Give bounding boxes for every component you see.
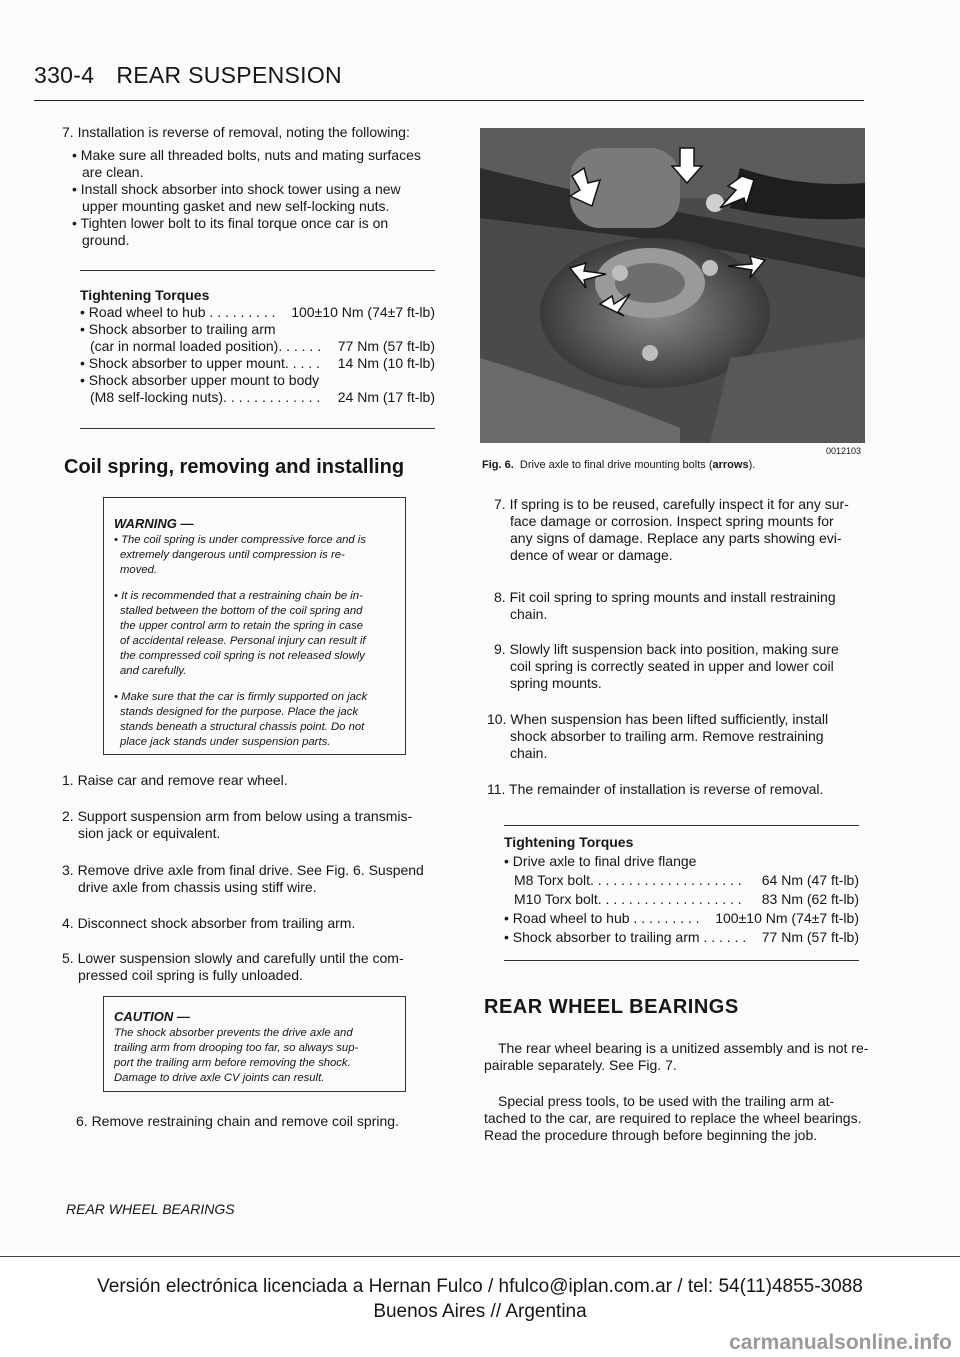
torque-row: • Shock absorber upper mount to body xyxy=(80,372,320,388)
watermark: carmanualsonline.info xyxy=(729,1331,952,1354)
bullet-line: ground. xyxy=(82,232,130,248)
torque-row: • Shock absorber to trailing arm . . . . . . 77 Nm (57 ft-lb) xyxy=(504,929,859,945)
removal-step-2: 2. Support suspension arm from below using a transmis- sion jack or equivalent. xyxy=(62,808,413,841)
torque-row: M10 Torx bolt. . . . . . . . . . . . . . . . . . . 83 Nm (62 ft-lb) xyxy=(514,891,859,907)
figure-label: Fig. 6. xyxy=(482,459,514,471)
torque-table-2 xyxy=(504,834,859,946)
torque-row: • Drive axle to final drive flange xyxy=(504,853,697,869)
torque2-rule-top xyxy=(504,825,859,826)
torque2-rule-bottom xyxy=(504,960,859,961)
warning-para-1: • The coil spring is under compressive force and is extremely dangerous until compression is re- moved. xyxy=(114,534,366,576)
caution-title: CAUTION — xyxy=(114,1009,190,1024)
section-title: REAR SUSPENSION xyxy=(116,62,342,88)
torque-row: • Road wheel to hub . . . . . . . . . 100±10 Nm (74±7 ft-lb) xyxy=(504,910,859,926)
install-step-11: 11. The remainder of installation is reverse of removal. xyxy=(487,781,824,797)
warning-para-2: • It is recommended that a restraining chain be in- stalled between the bottom of the coil spring and the upper control arm to retain the spring in case of accidental release. Personal injury can result if the compressed coil spring is not released slowly and carefully. xyxy=(114,590,366,677)
torque-title: Tightening Torques xyxy=(80,287,210,303)
bullet-line: • Tighten lower bolt to its final torque once car is on xyxy=(72,215,389,231)
torque-row: M8 Torx bolt. . . . . . . . . . . . . . . . . . . . 64 Nm (47 ft-lb) xyxy=(514,872,859,888)
bearings-para-1: The rear wheel bearing is a unitized assembly and is not re- pairable separately. See Fig. 7. xyxy=(484,1040,869,1073)
install-bullets xyxy=(72,147,462,249)
warning-para-3: • Make sure that the car is firmly supported on jack stands designed for the purpose. Place the jack stands beneath a structural chassis point. Do not place jack stands under suspension parts. xyxy=(114,691,368,748)
footer-rule xyxy=(0,1256,960,1257)
page-number: 330-4 xyxy=(34,62,95,88)
torque-row: (M8 self-locking nuts). . . . . . . . . . . . . 24 Nm (17 ft-lb) xyxy=(90,389,435,405)
installation-step-7 xyxy=(62,124,462,249)
step-text: 7. Installation is reverse of removal, noting the following: xyxy=(62,124,410,140)
install-step-10: 10. When suspension has been lifted sufficiently, install shock absorber to trailing arm. Remove restraining chain. xyxy=(487,711,829,761)
caution-text: The shock absorber prevents the drive axle and trailing arm from drooping too far, so always sup- port the trailing arm before removing the shock. Damage to drive axle CV joints can result. xyxy=(114,1027,359,1084)
coil-spring-heading: Coil spring, removing and installing xyxy=(64,456,405,478)
install-step-7: 7. If spring is to be reused, carefully inspect it for any sur- face damage or corrosion. Inspect spring mounts for any signs of damage. Replace any parts showing evi- dence of wear or damage. xyxy=(494,496,849,563)
removal-step-4: 4. Disconnect shock absorber from trailing arm. xyxy=(62,915,356,931)
figure-id: 0012103 xyxy=(826,446,862,456)
figure-6-caption xyxy=(482,458,755,473)
bullet-line: are clean. xyxy=(82,164,144,180)
drive-axle-photo xyxy=(480,128,865,443)
removal-step-5: 5. Lower suspension slowly and carefully until the com- pressed coil spring is fully unloaded. xyxy=(62,950,404,983)
footer-section-title: REAR WHEEL BEARINGS xyxy=(66,1201,235,1217)
rear-wheel-bearings-heading: REAR WHEEL BEARINGS xyxy=(484,996,739,1018)
install-step-9: 9. Slowly lift suspension back into position, making sure coil spring is correctly seated in upper and lower coil spring mounts. xyxy=(494,641,839,691)
warning-title: WARNING — xyxy=(114,516,194,531)
torque-row: • Shock absorber to upper mount. . . . . 14 Nm (10 ft-lb) xyxy=(80,355,435,371)
caption-end: ). xyxy=(748,459,756,471)
license-line-1: Versión electrónica licenciada a Hernan Fulco / hfulco@iplan.com.ar / tel: 54(11)4855-3088 xyxy=(97,1276,863,1297)
header-rule xyxy=(34,100,864,101)
torque-rule-top xyxy=(80,270,435,271)
removal-step-1: 1. Raise car and remove rear wheel. xyxy=(62,772,288,788)
torque-title: Tightening Torques xyxy=(504,834,634,850)
torque-table-1 xyxy=(80,287,435,406)
install-step-8: 8. Fit coil spring to spring mounts and install restraining chain. xyxy=(494,589,836,622)
torque-row: • Shock absorber to trailing arm xyxy=(80,321,276,337)
torque-row: • Road wheel to hub . . . . . . . . . 100±10 Nm (74±7 ft-lb) xyxy=(80,304,435,320)
caution-box xyxy=(103,996,406,1092)
warning-box xyxy=(103,497,406,755)
bullet-line: • Install shock absorber into shock tower using a new xyxy=(72,181,401,197)
removal-step-6: 6. Remove restraining chain and remove coil spring. xyxy=(76,1113,399,1129)
page-header xyxy=(34,62,342,89)
license-line-2: Buenos Aires // Argentina xyxy=(373,1301,587,1322)
bullet-line: • Make sure all threaded bolts, nuts and mating surfaces xyxy=(72,147,421,163)
caption-text: Drive axle to final drive mounting bolts ( xyxy=(519,459,713,471)
torque-rule-bottom xyxy=(80,428,435,429)
caption-bold: arrows xyxy=(712,459,749,471)
bearings-para-2: Special press tools, to be used with the trailing arm at- tached to the car, are required to replace the wheel bearings. Read the procedure through before beginning the job. xyxy=(484,1093,862,1143)
bullet-line: upper mounting gasket and new self-locking nuts. xyxy=(82,198,390,214)
removal-step-3: 3. Remove drive axle from final drive. See Fig. 6. Suspend drive axle from chassis using stiff wire. xyxy=(62,862,424,895)
torque-row: (car in normal loaded position). . . . . . 77 Nm (57 ft-lb) xyxy=(90,338,435,354)
figure-6-photo xyxy=(480,128,865,443)
